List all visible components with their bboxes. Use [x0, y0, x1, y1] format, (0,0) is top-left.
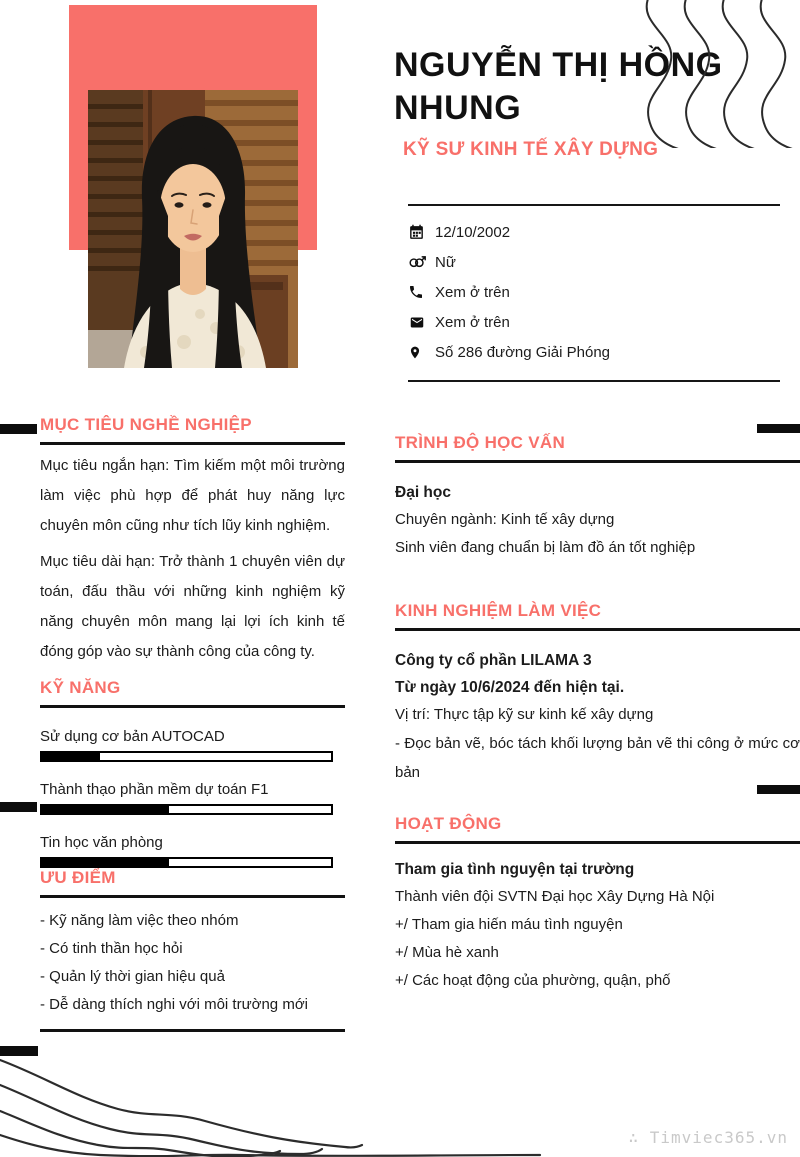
- activity-line: +/ Tham gia hiến máu tình nguyện: [395, 916, 623, 933]
- location-pin-icon: [408, 344, 427, 361]
- contact-value: Số 286 đường Giải Phóng: [435, 343, 610, 361]
- contact-row-birthday: [408, 217, 780, 247]
- activity-line: Thành viên đội SVTN Đại học Xây Dựng Hà Nội: [395, 888, 715, 905]
- section-heading: TRÌNH ĐỘ HỌC VẤN: [395, 433, 566, 452]
- activity-line: +/ Mùa hè xanh: [395, 944, 499, 961]
- heading-rule: [40, 895, 345, 898]
- section-experience: [395, 601, 800, 787]
- accent-bar: [757, 424, 800, 433]
- contact-value: Nữ: [435, 253, 456, 271]
- list-item: - Có tinh thần học hỏi: [40, 940, 183, 957]
- section-heading: ƯU ĐIỂM: [40, 868, 116, 887]
- watermark: ∴ Timviec365.vn: [628, 1128, 788, 1147]
- skill-bar-fill: [42, 806, 169, 813]
- experience-position: Vị trí: Thực tập kỹ sư kinh kế xây dựng: [395, 706, 654, 723]
- experience-company: Công ty cổ phần LILAMA 3: [395, 652, 592, 669]
- calendar-icon: [408, 224, 427, 241]
- page-title: NGUYỄN THỊ HỒNG NHUNG: [394, 46, 723, 127]
- skill-item: [40, 832, 345, 868]
- skill-bar: [40, 857, 333, 868]
- contact-row-phone: [408, 277, 780, 307]
- section-education: [395, 433, 800, 562]
- skill-label: Tin học văn phòng: [40, 834, 163, 851]
- decorative-waves-bottom-icon: [0, 1055, 560, 1157]
- phone-icon: [408, 284, 427, 301]
- section-activities: [395, 814, 800, 995]
- contact-row-email: [408, 307, 780, 337]
- section-strengths: [40, 868, 345, 1032]
- contact-block: [408, 204, 780, 382]
- heading-rule: [40, 705, 345, 708]
- contact-value: 12/10/2002: [435, 223, 511, 241]
- section-skills: [40, 678, 345, 868]
- skill-label: Sử dụng cơ bản AUTOCAD: [40, 728, 225, 745]
- skill-label: Thành thạo phần mềm dự toán F1: [40, 781, 269, 798]
- contact-value: Xem ở trên: [435, 313, 510, 331]
- job-title: KỸ SƯ KINH TẾ XÂY DỰNG: [403, 139, 659, 160]
- section-heading: MỤC TIÊU NGHỀ NGHIỆP: [40, 415, 252, 434]
- skill-bar: [40, 751, 333, 762]
- education-line: Sinh viên đang chuẩn bị làm đồ án tốt nghiệp: [395, 539, 696, 556]
- contact-row-address: [408, 337, 780, 367]
- strengths-list: [40, 907, 345, 1019]
- experience-period: Từ ngày 10/6/2024 đến hiện tại.: [395, 679, 625, 696]
- skill-bar: [40, 804, 333, 815]
- list-item: - Kỹ năng làm việc theo nhóm: [40, 912, 239, 929]
- heading-rule: [40, 442, 345, 445]
- objective-paragraph: Mục tiêu dài hạn: Trở thành 1 chuyên viên dự toán, đấu thầu với những kinh nghiệm kỹ năng chuyên môn mang lại lợi ích kinh tế đóng góp vào sự thành công của công ty.: [40, 553, 345, 660]
- section-heading: KINH NGHIỆM LÀM VIỆC: [395, 601, 602, 620]
- portrait-illustration: [88, 90, 298, 368]
- list-item: - Quản lý thời gian hiệu quả: [40, 968, 225, 985]
- skill-bar-fill: [42, 753, 100, 760]
- decorative-waves-top-icon: [635, 0, 800, 148]
- section-bottom-rule: [40, 1029, 345, 1032]
- education-degree: Đại học: [395, 484, 451, 501]
- skill-bar-fill: [42, 859, 169, 866]
- education-line: Chuyên ngành: Kinh tế xây dựng: [395, 511, 615, 528]
- section-heading: HOẠT ĐỘNG: [395, 814, 502, 833]
- objective-paragraph: Mục tiêu ngắn hạn: Tìm kiếm một môi trường làm việc phù hợp để phát huy năng lực chuyên môn cũng như tích lũy kinh nghiệm.: [40, 457, 345, 534]
- email-icon: [408, 314, 427, 331]
- skill-item: [40, 779, 345, 815]
- activity-line: +/ Các hoạt động của phường, quận, phố: [395, 972, 671, 989]
- section-heading: KỸ NĂNG: [40, 678, 121, 697]
- accent-bar: [0, 802, 37, 812]
- accent-bar: [0, 424, 37, 434]
- activities-title: Tham gia tình nguyện tại trường: [395, 861, 635, 878]
- heading-rule: [395, 460, 800, 463]
- list-item: - Dễ dàng thích nghi với môi trường mới: [40, 996, 308, 1013]
- contact-row-gender: [408, 247, 780, 277]
- contact-value: Xem ở trên: [435, 283, 510, 301]
- experience-detail: - Đọc bản vẽ, bóc tách khối lượng bản vẽ thi công ở mức cơ bản: [395, 735, 800, 781]
- heading-rule: [395, 628, 800, 631]
- skill-item: [40, 726, 345, 762]
- profile-photo: [88, 90, 298, 368]
- heading-rule: [395, 841, 800, 844]
- gender-icon: [408, 254, 427, 271]
- section-objective: [40, 415, 345, 667]
